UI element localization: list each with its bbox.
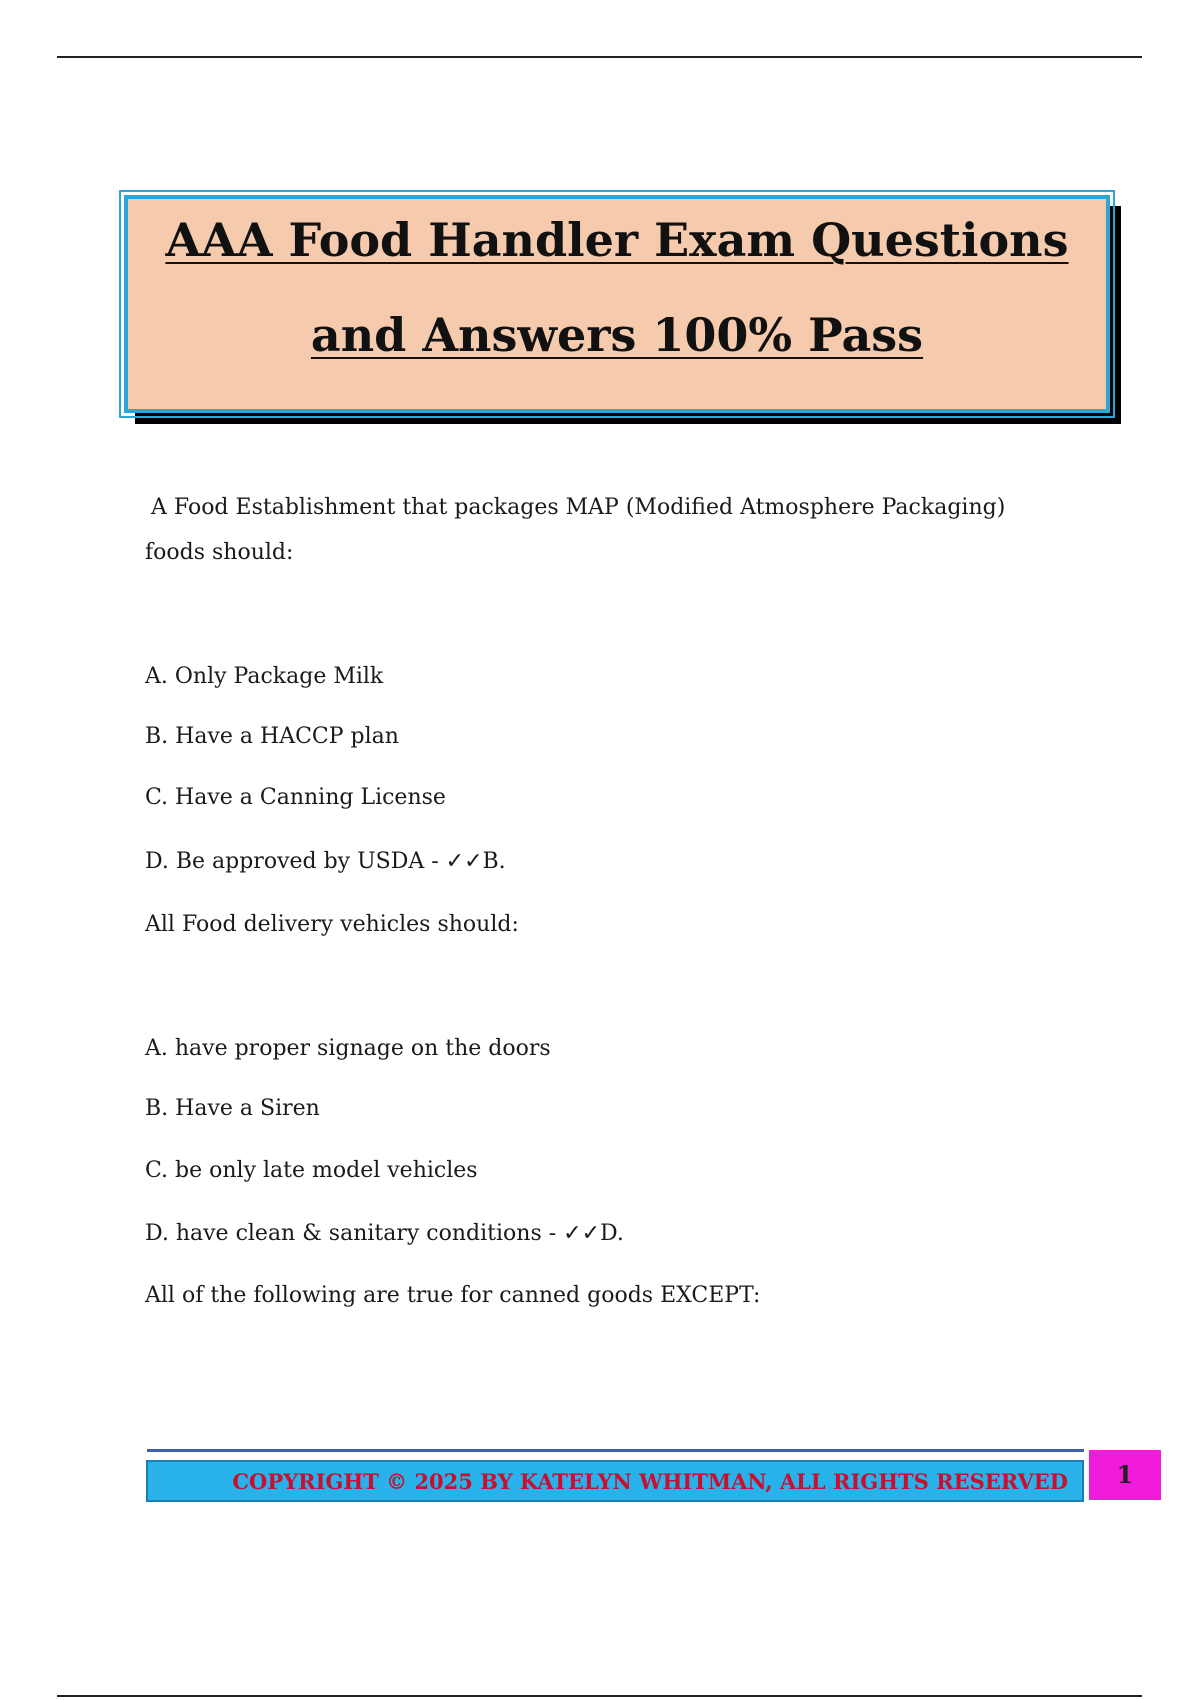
copyright-text: COPYRIGHT © 2025 BY KATELYN WHITMAN, ALL RIGHTS RESERVED (232, 1469, 1068, 1494)
question-2-text: All Food delivery vehicles should: (145, 912, 519, 937)
question-1-option-a: A. Only Package Milk (145, 664, 384, 689)
page-number-box (1089, 1450, 1161, 1500)
document-title-line-2: and Answers 100% Pass (310, 308, 924, 362)
document-title-line-1: AAA Food Handler Exam Questions (165, 213, 1069, 267)
question-1-text: A Food Establishment that packages MAP (Modified Atmosphere Packaging) foods should: (145, 495, 1006, 565)
question-1-option-c: C. Have a Canning License (145, 785, 446, 810)
footer-rule (147, 1449, 1084, 1452)
copyright-band (146, 1460, 1084, 1502)
question-2-option-d-answer: D. have clean & sanitary conditions - ✓✓D. (145, 1221, 624, 1246)
page-number: 1 (1116, 1460, 1134, 1489)
bottom-rule (57, 1695, 1142, 1697)
question-2-option-c: C. be only late model vehicles (145, 1158, 478, 1183)
top-rule (57, 56, 1142, 58)
question-3-text: All of the following are true for canned goods EXCEPT: (145, 1283, 761, 1308)
title-box (124, 195, 1110, 413)
question-2-option-a: A. have proper signage on the doors (145, 1036, 551, 1061)
question-1-option-b: B. Have a HACCP plan (145, 724, 399, 749)
question-1-option-d-answer: D. Be approved by USDA - ✓✓B. (145, 849, 506, 874)
question-2-option-b: B. Have a Siren (145, 1096, 320, 1121)
